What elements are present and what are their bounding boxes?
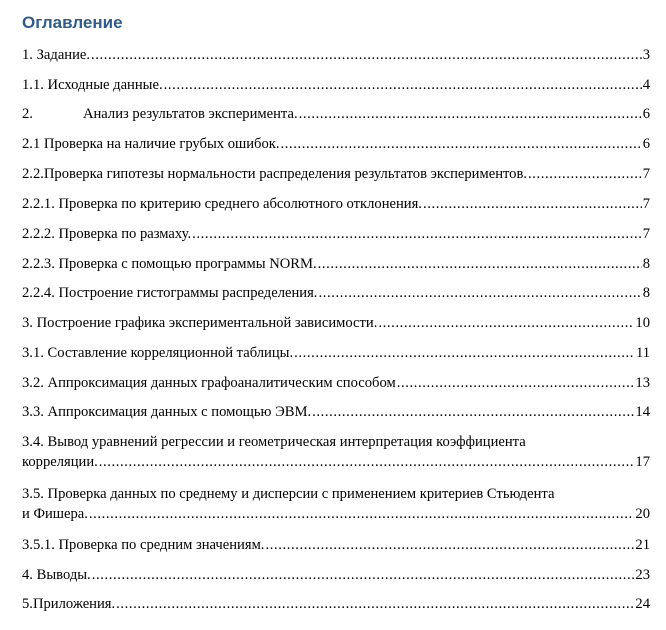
toc-page-number: 8 bbox=[642, 285, 650, 301]
toc-heading: Оглавление bbox=[22, 13, 123, 32]
toc-entry-title: 2.2.2. Проверка по размаху. bbox=[22, 226, 192, 242]
toc-entry[interactable] bbox=[22, 224, 650, 244]
dot-leader bbox=[423, 194, 642, 214]
dot-leader bbox=[528, 164, 642, 184]
toc-page-number: 21 bbox=[635, 537, 650, 553]
toc-page-number: 6 bbox=[642, 106, 650, 122]
toc-page-number: 6 bbox=[642, 136, 650, 152]
toc-entry[interactable] bbox=[22, 535, 650, 555]
dot-leader bbox=[91, 45, 642, 65]
toc-page-number: 14 bbox=[635, 404, 650, 420]
toc-page-number: 3 bbox=[642, 47, 650, 63]
toc-entry[interactable] bbox=[22, 254, 650, 274]
toc-entry-title: 3.4. Вывод уравнений регрессии и геометрическая интерпретация коэффициента bbox=[22, 434, 526, 450]
toc-entry-title: 1. Задание. bbox=[22, 47, 91, 63]
dot-leader bbox=[299, 104, 642, 124]
toc-entry-title: 2.2.4. Построение гистограммы распределения. bbox=[22, 285, 318, 301]
toc-entry-title: 3.3. Аппроксимация данных с помощью ЭВМ. bbox=[22, 404, 312, 420]
toc-entry[interactable] bbox=[22, 45, 650, 65]
toc-entry[interactable] bbox=[22, 484, 650, 524]
toc-entry-title: 2.1 Проверка на наличие грубых ошибок. bbox=[22, 136, 280, 152]
dot-leader bbox=[89, 504, 634, 524]
toc-entry[interactable] bbox=[22, 104, 650, 124]
toc-entry-title: 4. Выводы. bbox=[22, 567, 91, 583]
toc-entry-title: 2.2.1. Проверка по критерию среднего абсолютного отклонения. bbox=[22, 196, 422, 212]
toc-page-number: 24 bbox=[635, 596, 650, 612]
dot-leader bbox=[164, 75, 642, 95]
toc-page-number: 11 bbox=[635, 345, 650, 361]
toc-page-number: 7 bbox=[642, 226, 650, 242]
dot-leader bbox=[312, 402, 634, 422]
toc-entry[interactable] bbox=[22, 343, 650, 363]
toc-entry-title: 3.1. Составление корреляционной таблицы. bbox=[22, 345, 294, 361]
dot-leader bbox=[281, 134, 642, 154]
dot-leader bbox=[397, 373, 635, 393]
toc-page-number: 7 bbox=[642, 196, 650, 212]
dot-leader bbox=[92, 565, 635, 585]
dot-leader bbox=[116, 594, 634, 614]
dot-leader bbox=[378, 313, 634, 333]
dot-leader bbox=[99, 452, 635, 472]
toc-entry[interactable] bbox=[22, 432, 650, 472]
toc-entry[interactable] bbox=[22, 164, 650, 184]
toc-entry-title-continued: корреляции. bbox=[22, 454, 98, 470]
toc-page-number: 20 bbox=[635, 506, 650, 522]
toc-entry-title-continued: и Фишера. bbox=[22, 506, 88, 522]
toc-entry-title: 3.5. Проверка данных по среднему и дисперсии с применением критериев Стьюдента bbox=[22, 486, 555, 502]
toc-entry[interactable] bbox=[22, 565, 650, 585]
toc-entry[interactable] bbox=[22, 313, 650, 333]
toc-entry[interactable] bbox=[22, 134, 650, 154]
toc-page-number: 8 bbox=[642, 256, 650, 272]
toc-entry-title: 3. Построение графика экспериментальной зависимости. bbox=[22, 315, 378, 331]
toc-entry-title: 5.Приложения. bbox=[22, 596, 116, 612]
toc-page-number: 10 bbox=[635, 315, 650, 331]
toc-entry[interactable] bbox=[22, 75, 650, 95]
toc-entry-title: 1.1. Исходные данные. bbox=[22, 77, 163, 93]
toc-entry-title: 3.2. Аппроксимация данных графоаналитическим способом bbox=[22, 375, 396, 391]
toc-entry[interactable] bbox=[22, 594, 650, 614]
toc-page-number: 7 bbox=[642, 166, 650, 182]
dot-leader bbox=[192, 224, 642, 244]
toc-entry[interactable] bbox=[22, 402, 650, 422]
dot-leader bbox=[318, 254, 642, 274]
toc-page-number: 17 bbox=[635, 454, 650, 470]
toc-entry-title: 2.2.3. Проверка с помощью программы NORM. bbox=[22, 256, 317, 272]
dot-leader bbox=[318, 283, 641, 303]
toc-page-number: 23 bbox=[635, 567, 650, 583]
toc-entry-title: 2.2.Проверка гипотезы нормальности распределения результатов экспериментов. bbox=[22, 166, 528, 182]
toc-entry[interactable] bbox=[22, 194, 650, 214]
dot-leader bbox=[294, 343, 635, 363]
toc-entry-title: 2. Анализ результатов эксперимента. bbox=[22, 106, 298, 122]
toc-entry[interactable] bbox=[22, 373, 650, 393]
toc-page-number: 4 bbox=[642, 77, 650, 93]
dot-leader bbox=[265, 535, 634, 555]
toc-page-number: 13 bbox=[635, 375, 650, 391]
toc-entry-title: 3.5.1. Проверка по средним значениям. bbox=[22, 537, 265, 553]
toc-entry[interactable] bbox=[22, 283, 650, 303]
